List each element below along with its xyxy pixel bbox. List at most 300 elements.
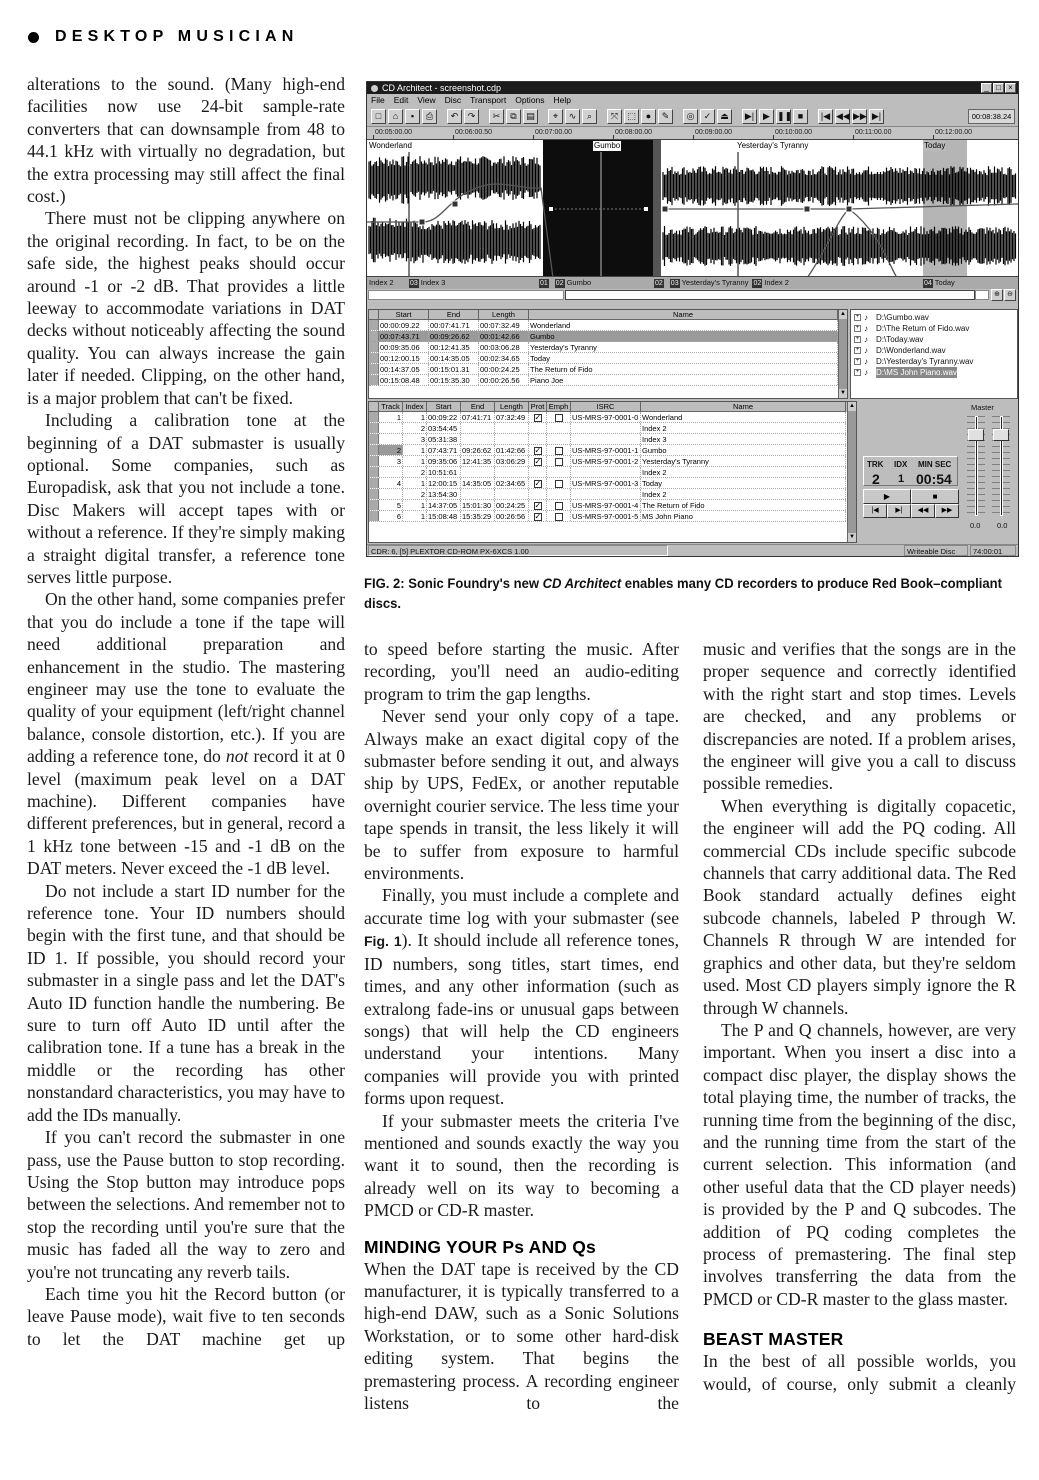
row-header[interactable] (369, 478, 379, 488)
playlist-row[interactable] (369, 364, 847, 375)
emph-cell (547, 467, 571, 477)
prot-checkbox[interactable]: ✓ (534, 512, 542, 521)
rewind-button[interactable]: ◀◀ (911, 504, 935, 518)
window-title: CD Architect - screenshot.cdp (382, 83, 502, 93)
lcd-time-value: 00:54 (916, 471, 952, 487)
playlist-cell: 00:07:43.71 (379, 331, 429, 341)
rewind-icon[interactable]: ◀◀ (835, 109, 850, 124)
emph-cell (547, 489, 571, 499)
open-icon[interactable]: ⌂ (388, 109, 403, 124)
marker-number: 03 (410, 279, 418, 287)
row-header[interactable] (369, 364, 379, 374)
column-header-length[interactable]: Length (495, 402, 529, 412)
row-header[interactable] (369, 445, 379, 455)
playlist-row[interactable] (369, 353, 847, 364)
disc-icon[interactable]: ◎ (683, 109, 698, 124)
timeline-ruler[interactable] (367, 126, 1018, 139)
vertical-scrollbar[interactable] (847, 402, 856, 542)
lcd-label-idx: IDX (894, 460, 908, 469)
burn-icon[interactable]: ✓ (700, 109, 715, 124)
length-cell: 07:32:49 (495, 412, 529, 422)
paragraph: Do not include a start ID number for the reference tone. Your ID numbers should begin with the first tune, and that should be ID 1. If possible, you should record your submaster in a single pass and let the DAT's Auto ID function handle the numbering. Be sure to turn off Auto ID until after the calibration tone. If a tune has a break in the middle or the recording has other nonstandard characteristics, you may have to add the IDs manually. (27, 880, 345, 1125)
caption-prefix: FIG. 2: Sonic Foundry's new (364, 576, 543, 592)
track-row[interactable] (369, 467, 856, 478)
isrc-cell (571, 467, 641, 477)
prev-track-icon[interactable]: |◀ (818, 109, 833, 124)
properties-icon[interactable]: ✎ (658, 109, 673, 124)
lcd-label-min-sec: MIN SEC (918, 460, 952, 469)
scroll-down-icon[interactable]: ▼ (849, 534, 855, 540)
playlist-row[interactable] (369, 320, 847, 331)
start-cell: 13:54:30 (427, 489, 461, 499)
column-header-name[interactable]: Name (529, 310, 838, 320)
print-icon[interactable]: ⎙ (422, 109, 437, 124)
column-header-name[interactable]: Name (641, 402, 846, 412)
master-fader-left[interactable] (972, 416, 980, 516)
paragraph: Never send your only copy of a tape. Always make an exact digital copy of the submaster before sending it out, and always ship by UPS, FedEx, or another reputable overnight courier service. The less time your tape spends in transit, the less likely it will be to suffer from exposure to harmful environments. (364, 706, 679, 884)
prot-checkbox[interactable]: ✓ (534, 413, 542, 422)
playlist-row[interactable] (369, 375, 847, 386)
row-header[interactable] (369, 456, 379, 466)
copy-icon[interactable]: ⧉ (506, 109, 521, 124)
region-gap (653, 140, 661, 277)
emph-checkbox[interactable] (555, 458, 563, 466)
paragraph: When the DAT tape is received by the CD manufacturer, it is typically transferred to a high-end DAW, such as a Sonic Solutions Workstation, or to some other hard-disk editing system. That begins the premastering process. A recording engineer listens to the (364, 1258, 679, 1413)
column-header-start[interactable]: Start (379, 310, 429, 320)
transport-panel (859, 401, 1018, 543)
lcd-label-trk: TRK (867, 460, 884, 469)
isrc-cell: US-MRS-97-0001-2 (571, 456, 641, 466)
eject-icon[interactable]: ⏏ (717, 109, 732, 124)
redo-icon[interactable]: ↷ (464, 109, 479, 124)
row-header[interactable] (369, 342, 379, 352)
paragraph: Each time you hit the Record button (or leave Pause mode), wait five to ten seconds to let the DAT machine get up (27, 1283, 345, 1349)
zoom-out-button[interactable]: ⊖ (1004, 289, 1016, 301)
start-cell: 12:00:15 (427, 478, 461, 488)
name-cell: Gumbo (641, 445, 846, 455)
index-cell: 1 (403, 500, 427, 510)
row-header[interactable] (369, 331, 379, 341)
file-tree-item[interactable] (851, 356, 1017, 367)
column-header-track[interactable]: Track (379, 402, 403, 412)
name-cell: Wonderland (641, 412, 846, 422)
playlist-cell: 00:03:06.28 (479, 342, 529, 352)
scroll-track[interactable] (368, 290, 564, 300)
figure-reference: Fig. 1 (364, 933, 402, 950)
file-name: D:\Yesterday's Tyranny.wav (876, 357, 974, 366)
start-cell: 09:35:06 (427, 456, 461, 466)
marker[interactable] (539, 277, 551, 289)
length-cell (495, 467, 529, 477)
prot-cell (529, 445, 547, 455)
row-header[interactable] (369, 353, 379, 363)
row-header[interactable] (369, 434, 379, 444)
emph-checkbox[interactable] (555, 480, 563, 488)
track-row[interactable] (369, 423, 856, 434)
window-controls (981, 83, 1016, 93)
envelope-point (452, 201, 458, 207)
select-tool-icon[interactable]: ⬚ (624, 109, 639, 124)
status-drive: CDR: 6, [5] PLEXTOR CD-ROM PX-6XCS 1.00 (368, 545, 668, 556)
marker-label: Index 2 (764, 278, 789, 287)
ruler-tick-label: 00:06:00.50 (455, 129, 492, 136)
magazine-section-title: DESKTOP MUSICIAN (55, 28, 299, 45)
prot-checkbox[interactable]: ✓ (534, 446, 542, 455)
horizontal-scrollbar[interactable] (367, 289, 1018, 301)
text-run: ). It should include all reference tones, ID numbers, song titles, start times, end times, and any other information (such as extralong fade-ins or unusual gaps between songs) that will help the CD engineers understand your intentions. Many companies will provide you with printed forms upon request. (364, 930, 679, 1109)
end-cell: 14:35:05 (461, 478, 495, 488)
track-row[interactable] (369, 445, 856, 456)
isrc-cell: US-MRS-97-0001-1 (571, 445, 641, 455)
audio-file-icon: ♪ (864, 368, 868, 377)
ruler-tick-label: 00:05:00.00 (375, 129, 412, 136)
name-cell: Index 2 (641, 423, 846, 433)
start-cell: 10:51:61 (427, 467, 461, 477)
length-cell: 03:06:29 (495, 456, 529, 466)
playlist-cell: 00:07:41.71 (429, 320, 479, 330)
track-rows (369, 412, 856, 522)
paragraph: In the best of all possible worlds, you would, of course, only submit a cleanly (703, 1351, 1016, 1394)
text-run: Finally, you must include a complete and accurate time log with your submaster (see (364, 885, 679, 928)
column-header-end[interactable]: End (429, 310, 479, 320)
fader-knob[interactable] (993, 429, 1009, 441)
emph-checkbox[interactable] (555, 414, 563, 422)
playlist-row[interactable] (369, 331, 847, 342)
expand-icon[interactable]: + (855, 325, 860, 331)
paragraph: The P and Q channels, however, are very important. When you insert a disc into a compact disc player, the display shows the total playing time, the number of tracks, the running time from the beginning of the disc, and the running time from the start of the current selection. This information (and other useful data that the CD player needs) is provided by the P and Q subcodes. The addition of PQ coding completes the process of premastering. The final step involves transferring the data from the PMCD or CD-R master to the glass master. (703, 1019, 1016, 1309)
envelope-tool-icon[interactable]: ∿ (565, 109, 580, 124)
length-cell (495, 423, 529, 433)
marker-number: 02 (655, 279, 663, 287)
file-tree-item[interactable] (851, 367, 1017, 378)
zoom-tool-icon[interactable]: ⌕ (582, 109, 597, 124)
playlist-area (367, 309, 1018, 399)
emph-cell (547, 500, 571, 510)
end-cell: 15:35:29 (461, 511, 495, 521)
playlist-cell: 00:00:26.56 (479, 375, 529, 385)
playlist-cell: 00:15:01.31 (429, 364, 479, 374)
emph-cell (547, 445, 571, 455)
prot-cell (529, 489, 547, 499)
track-cell: 3 (379, 456, 403, 466)
ruler-tick-label: 00:07:00.00 (535, 129, 572, 136)
scroll-down-icon[interactable]: ▼ (840, 390, 846, 396)
playlist-cell: 00:14:35.05 (429, 353, 479, 363)
select-all-icon[interactable]: ⤧ (607, 109, 622, 124)
playlist-cell: The Return of Fido (529, 364, 838, 374)
marker[interactable] (555, 277, 591, 289)
length-cell: 01:42:66 (495, 445, 529, 455)
prot-cell (529, 478, 547, 488)
expand-icon[interactable]: + (855, 347, 860, 353)
row-header[interactable] (369, 320, 379, 330)
emph-cell (547, 511, 571, 521)
audio-file-icon: ♪ (864, 313, 868, 322)
status-bar (367, 544, 1018, 556)
scroll-up-icon[interactable]: ▲ (849, 403, 855, 409)
undo-icon[interactable]: ↶ (447, 109, 462, 124)
fader-value-right: 0.0 (997, 521, 1008, 530)
paragraph: When everything is digitally copacetic, the engineer will add the PQ coding. All commercial CDs include specific subcode channels that carry additional data. The Red Book standard actually defines eight subcode channels, labeled P through W. Channels R through W are intended for graphics and other data, but they're seldom used. Most CD players simply ignore the R through W channels. (703, 795, 1016, 1018)
end-cell: 09:26:62 (461, 445, 495, 455)
index-cell: 1 (403, 456, 427, 466)
column-header-emph[interactable]: Emph (547, 402, 571, 412)
audio-file-icon: ♪ (864, 335, 868, 344)
track-list-header (369, 402, 856, 412)
track-row[interactable] (369, 434, 856, 445)
play-button[interactable]: ▶ (863, 489, 911, 504)
end-cell (461, 467, 495, 477)
name-cell: Index 2 (641, 489, 846, 499)
row-header[interactable] (369, 500, 379, 510)
start-cell: 05:31:38 (427, 434, 461, 444)
pause-icon[interactable]: ❚❚ (776, 109, 791, 124)
paste-icon[interactable]: ▤ (523, 109, 538, 124)
name-cell: Index 3 (641, 434, 846, 444)
file-tree-item[interactable] (851, 323, 1017, 334)
paragraph (27, 588, 345, 879)
status-capacity: 74:00:01 (970, 545, 1016, 556)
row-header[interactable] (369, 412, 379, 422)
master-fader-right[interactable] (997, 416, 1005, 516)
paragraph: alterations to the sound. (Many high-end facilities now use 24-bit sample-rate converters that can downsample from 48 to 44.1 kHz with virtually no degradation, but the extra processing may still affect the final cost.) (27, 74, 345, 207)
marker[interactable] (654, 277, 666, 289)
emph-checkbox[interactable] (555, 513, 563, 521)
caption-suffix: enables many CD recorders to produce Red Book–compliant discs. (364, 576, 1002, 612)
marker[interactable] (409, 277, 445, 289)
close-button[interactable]: × (1005, 83, 1016, 93)
playlist-cell: 00:09:26.62 (429, 331, 479, 341)
row-header[interactable] (369, 467, 379, 477)
title-bar (367, 82, 1018, 94)
cursor-tool-icon[interactable]: ⌖ (548, 109, 563, 124)
playlist-cell: 00:09:35.06 (379, 342, 429, 352)
track-row[interactable] (369, 412, 856, 423)
lcd-index-value: 1 (898, 473, 905, 485)
minimize-button[interactable]: _ (981, 83, 992, 93)
stop-icon[interactable]: ■ (793, 109, 808, 124)
file-name: D:\The Return of Fido.wav (876, 324, 970, 333)
next-track-icon[interactable]: ▶| (869, 109, 884, 124)
name-cell: Index 2 (641, 467, 846, 477)
row-header[interactable] (369, 375, 379, 385)
track-cell: 4 (379, 478, 403, 488)
index-cell: 1 (403, 445, 427, 455)
fader-knob[interactable] (968, 429, 984, 441)
prot-cell (529, 511, 547, 521)
expand-icon[interactable]: + (855, 314, 860, 320)
menu-options[interactable]: Options (515, 95, 545, 105)
track-cell: 1 (379, 412, 403, 422)
row-header-corner (369, 402, 379, 412)
waveform-canvas (367, 140, 1018, 277)
ruler-tick-label: 00:09:00.00 (695, 129, 732, 136)
column-header-index[interactable]: Index (403, 402, 427, 412)
bullet-icon (28, 32, 39, 43)
track-cell: 5 (379, 500, 403, 510)
menu-view[interactable]: View (417, 95, 436, 105)
save-icon[interactable]: ▪ (405, 109, 420, 124)
track-row[interactable] (369, 456, 856, 467)
scroll-thumb[interactable] (565, 290, 975, 300)
name-cell: Today (641, 478, 846, 488)
region-label-today: Today (924, 141, 946, 150)
playlist-cell: 00:15:35.30 (429, 375, 479, 385)
paragraph: If you can't record the submaster in one pass, use the Pause button to stop recording. Using the Stop button may introduce pops between the selections. And remember not to stop the recording until you're sure that the music has faded all the way to zero and you're not truncating any reverb tails. (27, 1127, 345, 1282)
prot-checkbox[interactable]: ✓ (534, 501, 542, 510)
maximize-button[interactable]: □ (993, 83, 1004, 93)
play-region-icon[interactable]: ▶| (742, 109, 757, 124)
emph-cell (547, 423, 571, 433)
expand-icon[interactable]: + (855, 369, 860, 375)
start-cell: 14:37:05 (427, 500, 461, 510)
file-tree-item[interactable] (851, 345, 1017, 356)
file-tree-item[interactable] (851, 312, 1017, 323)
playlist-cell: 00:02:34.65 (479, 353, 529, 363)
start-cell: 15:08:48 (427, 511, 461, 521)
track-cell: 2 (379, 445, 403, 455)
index-cell: 3 (403, 434, 427, 444)
playlist-cell: 00:12:00.15 (379, 353, 429, 363)
end-cell (461, 489, 495, 499)
row-header[interactable] (369, 511, 379, 521)
playlist-cell: Yesterday's Tyranny (529, 342, 838, 352)
caption-product-name: CD Architect (542, 576, 622, 592)
playlist-row[interactable] (369, 342, 847, 353)
paragraph: If your submaster meets the criteria I've mentioned and sounds exactly the way you want it to sound, then the recording is already well on its way to becoming a PMCD or CD-R master. (364, 1110, 679, 1221)
vertical-scrollbar[interactable] (838, 310, 847, 398)
menu-edit[interactable]: Edit (393, 95, 409, 105)
waveform-view[interactable] (367, 139, 1018, 277)
marker[interactable] (670, 277, 749, 289)
length-cell: 00:24:25 (495, 500, 529, 510)
audio-file-icon: ♪ (864, 324, 868, 333)
scroll-track[interactable] (975, 290, 989, 300)
marker[interactable] (923, 277, 955, 289)
status-disc-type: Writeable Disc (904, 545, 968, 556)
index-cell: 2 (403, 423, 427, 433)
playlist-cell: 00:12:41.35 (429, 342, 479, 352)
column-header-start[interactable]: Start (427, 402, 461, 412)
stop-button[interactable]: ■ (911, 489, 959, 504)
file-tree-item[interactable] (851, 334, 1017, 345)
file-name: D:\Gumbo.wav (876, 313, 929, 322)
menu-file[interactable]: File (371, 95, 385, 105)
column-header-length[interactable]: Length (479, 310, 529, 320)
paragraph: music and verifies that the songs are in the proper sequence and correctly identified with the right start and stop times. Levels are checked, and any problems or discrepancies are noted. If a problem arises, the engineer will give you a call to discuss possible remedies. (703, 639, 1016, 794)
track-cell (379, 423, 403, 433)
playlist-cell: Today (529, 353, 838, 363)
menu-help[interactable]: Help (553, 95, 572, 105)
name-cell: Yesterday's Tyranny (641, 456, 846, 466)
name-cell: The Return of Fido (641, 500, 846, 510)
index-cell: 2 (403, 467, 427, 477)
media-file-tree (850, 309, 1018, 399)
play-icon[interactable]: ▶ (759, 109, 774, 124)
length-cell (495, 489, 529, 499)
end-cell: 07:41:71 (461, 412, 495, 422)
previous-track-button[interactable]: |◀ (863, 504, 887, 518)
paragraph: Including a calibration tone at the beginning of a DAT submaster is usually optional. Some companies, such as Europadisk, ask that you not include a tone. Disc Makers will accept tapes with or without a reference. If they're simply making a straight digital transfer, a reference tone serves little purpose. (27, 410, 345, 587)
text-run: On the other hand, some companies prefer that you do include a tone if the tape will need additional preparation and enhancement in the studio. The mastering engineer may use the tone to evaluate the quality of your equipment (left/right channel balance, console distortion, etc.). If you are adding a reference tone, do (27, 589, 345, 767)
fader-value-left: 0.0 (970, 521, 981, 530)
column-header-isrc[interactable]: ISRC (571, 402, 641, 412)
menu-disc[interactable]: Disc (444, 95, 462, 105)
marker-number: 01 (540, 279, 548, 287)
record-icon[interactable]: ● (641, 109, 656, 124)
envelope-point (846, 206, 852, 212)
row-header[interactable] (369, 489, 379, 499)
emph-checkbox[interactable] (555, 447, 563, 455)
menu-transport[interactable]: Transport (470, 95, 507, 105)
track-row[interactable] (369, 478, 856, 489)
marker-number: 03 (670, 279, 679, 287)
row-header[interactable] (369, 423, 379, 433)
start-cell: 00:09:22 (427, 412, 461, 422)
article-column-1 (27, 73, 345, 1350)
playlist-table (368, 309, 848, 399)
playlist-cell: 00:00:09.22 (379, 320, 429, 330)
app-icon (371, 85, 378, 92)
marker[interactable] (369, 277, 394, 289)
emph-checkbox[interactable] (555, 502, 563, 510)
scroll-up-icon[interactable]: ▲ (840, 311, 846, 317)
column-header-prot[interactable]: Prot (529, 402, 547, 412)
cut-icon[interactable]: ✂ (489, 109, 504, 124)
index-cell: 1 (403, 511, 427, 521)
article-column-3 (703, 638, 1016, 1395)
marker-label: Index 3 (420, 278, 446, 287)
column-header-end[interactable]: End (461, 402, 495, 412)
track-cell (379, 434, 403, 444)
envelope-point (644, 207, 648, 211)
track-row[interactable] (369, 500, 856, 511)
end-cell (461, 423, 495, 433)
lcd-track-value: 2 (872, 471, 880, 487)
envelope-point (549, 207, 553, 211)
marker[interactable] (752, 277, 788, 289)
index-cell: 2 (403, 489, 427, 499)
playlist-cell: 00:14:37.05 (379, 364, 429, 374)
zoom-in-button[interactable]: ⊕ (991, 289, 1003, 301)
paragraph: There must not be clipping anywhere on the original recording. In fact, to be on the safe side, the highest peaks should occur around -1 or -2 dB. That provides a little leeway to accommodate variations in DAT decks without noticeably affecting the sound quality. You can always increase the gain later if needed. Clipping, on the other hand, is a major problem that can't be fixed. (27, 208, 345, 408)
section-heading: BEAST MASTER (703, 1329, 844, 1350)
prot-cell (529, 467, 547, 477)
envelope-point (419, 219, 425, 225)
fast-forward-button[interactable]: ▶▶ (935, 504, 959, 518)
track-row[interactable] (369, 489, 856, 500)
fast-forward-icon[interactable]: ▶▶ (852, 109, 867, 124)
expand-icon[interactable]: + (855, 358, 860, 364)
prot-cell (529, 412, 547, 422)
track-cell (379, 467, 403, 477)
playlist-cell: Gumbo (529, 331, 838, 341)
new-icon[interactable]: □ (371, 109, 386, 124)
isrc-cell: US-MRS-97-0001-4 (571, 500, 641, 510)
region-label-gumbo: Gumbo (594, 141, 621, 150)
prot-cell (529, 434, 547, 444)
emph-cell (547, 456, 571, 466)
marker-number: 04 (924, 279, 932, 287)
track-row[interactable] (369, 511, 856, 522)
expand-icon[interactable]: + (855, 336, 860, 342)
prot-checkbox[interactable]: ✓ (534, 457, 542, 466)
paragraph: to speed before starting the music. After recording, you'll need an audio-editing program to trim the gap lengths. (364, 639, 679, 704)
prot-checkbox[interactable]: ✓ (534, 479, 542, 488)
track-cell (379, 489, 403, 499)
file-name: D:\Wonderland.wav (876, 346, 946, 355)
next-track-button[interactable]: ▶| (887, 504, 911, 518)
